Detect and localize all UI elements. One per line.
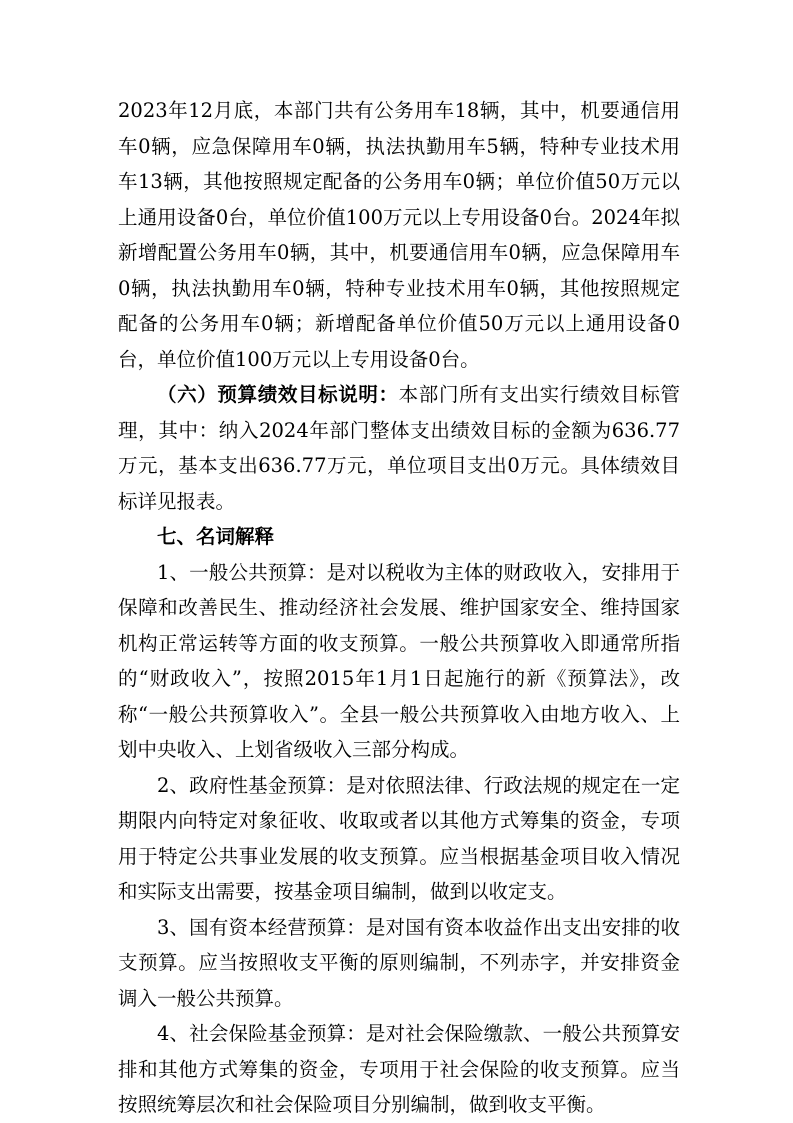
term-social-insurance-budget: 4、社会保险基金预算：是对社会保险缴款、一般公共预算安排和其他方式筹集的资金，专项用于社会保险的收支预算。应当按照统筹层次和社会保险项目分别编制，做到收支平衡。 — [118, 1022, 680, 1116]
paragraph-performance-goals — [118, 377, 680, 519]
term-fund-budget: 2、政府性基金预算：是对依照法律、行政法规的规定在一定期限内向特定对象征收、收取或者以其他方式筹集的资金，专项用于特定公共事业发展的收支预算。应当根据基金项目收入情况和实际支出需要，按基金项目编制，做到以收定支。 — [118, 773, 680, 903]
document-body — [118, 93, 680, 1123]
term-state-capital-budget: 3、国有资本经营预算：是对国有资本收益作出支出安排的收支预算。应当按照收支平衡的原则编制，不列赤字，并安排资金调入一般公共预算。 — [118, 915, 680, 1010]
term-general-budget: 1、一般公共预算：是对以税收为主体的财政收入，安排用于保障和改善民生、推动经济社会发展、维护国家安全、维持国家机构正常运转等方面的收支预算。一般公共预算收入即通常所指的“财政收入”，按照2015年1月1日起施行的新《预算法》，改称“一般公共预算收入”。全县一般公共预算收入由地方收入、上划中央收入、上划省级收入三部分构成。 — [118, 560, 680, 761]
paragraph-vehicles: 2023年12月底，本部门共有公务用车18辆，其中，机要通信用车0辆，应急保障用车0辆，执法执勤用车5辆，特种专业技术用车13辆，其他按照规定配备的公务用车0辆；单位价值50万元以上通用设备0台，单位价值100万元以上专用设备0台。2024年拟新增配置公务用车0辆，其中，机要通信用车0辆，应急保障用车0辆，执法执勤用车0辆，特种专业技术用车0辆，其他按照规定配备的公务用车0辆；新增配备单位价值50万元以上通用设备0台，单位价值100万元以上专用设备0台。 — [118, 99, 680, 371]
section-6-text: 本部门所有支出实行绩效目标管理，其中：纳入2024年部门整体支出绩效目标的金额为636.77万元，基本支出636.77万元，单位项目支出0万元。具体绩效目标详见报表。 — [118, 383, 680, 513]
section-7-heading: 七、名词解释 — [157, 525, 275, 548]
section-6-heading: （六）预算绩效目标说明： — [157, 383, 399, 406]
